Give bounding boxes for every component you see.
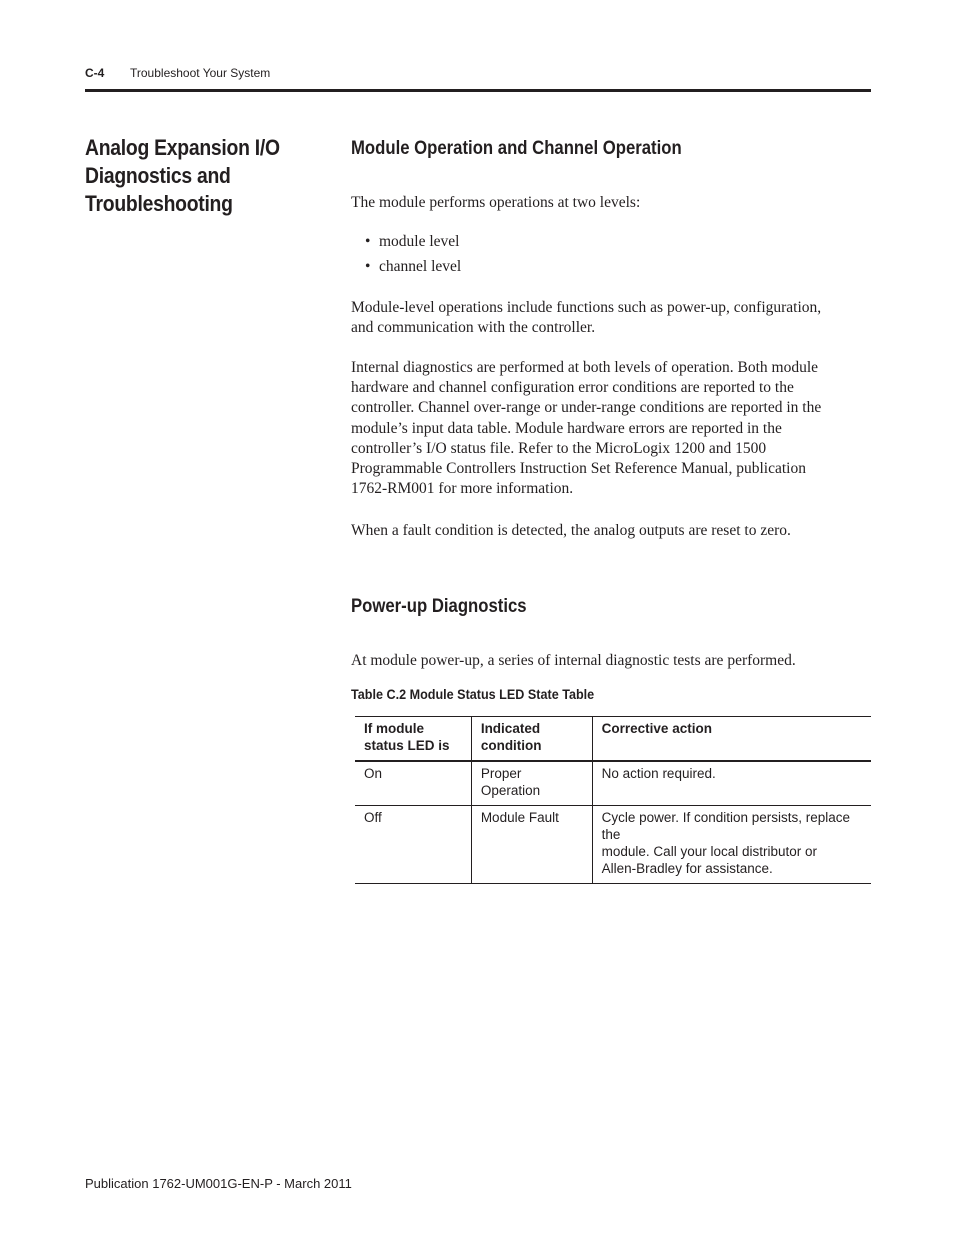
side-heading-line: Troubleshooting [85,191,233,216]
text-line: controller. Channel over-range or under-range conditions are reported in the [351,399,822,417]
header-corrective-action: Corrective action [592,717,871,762]
side-heading [85,134,314,218]
text-line: hardware and channel configuration error conditions are reported to the [351,379,794,397]
list-item: • module level [379,229,461,254]
page-number: C-4 [85,66,105,80]
header-rule [85,89,871,92]
text-line: 1762-RM001 for more information. [351,480,574,498]
section-heading-module-operation: Module Operation and Channel Operation [351,138,682,159]
text-line: Internal diagnostics are performed at both levels of operation. Both module [351,359,819,376]
intro-paragraph: The module performs operations at two levels: [351,194,641,211]
text-line: and communication with the controller. [351,319,596,337]
header-condition [471,717,592,762]
header-text: status LED is [364,738,450,753]
list-item: • channel level [379,254,461,279]
table-row [355,806,871,884]
section-heading-power-up: Power-up Diagnostics [351,596,527,617]
header-text: Indicated [480,721,541,736]
text-line: controller’s I/O status file. Refer to the MicroLogix 1200 and 1500 [351,439,767,457]
fault-paragraph: When a fault condition is detected, the analog outputs are reset to zero. [351,522,791,539]
text-line: Cycle power. If condition persists, replace the [601,810,851,842]
cell-condition: Module Fault [471,806,592,884]
text-line: module. Call your local distributor or [601,844,817,859]
side-heading-line: Analog Expansion I/O [85,135,280,160]
side-heading-line: Diagnostics and [85,163,231,188]
cell-led: On [364,766,383,781]
cell-condition: Proper Operation [471,761,592,806]
cell-action [592,806,871,884]
text-line: Programmable Controllers Instruction Set Reference Manual, publication [351,460,806,478]
header-led-status [355,717,471,762]
header-text: condition [480,738,542,753]
text-line: Allen-Bradley for assistance. [601,861,773,876]
header-text: If module [364,721,424,736]
power-up-paragraph: At module power-up, a series of internal diagnostic tests are performed. [351,652,796,669]
text-line: module’s input data table. Module hardware errors are reported in the [351,419,782,437]
cell-led: Off [364,810,382,825]
diagnostics-paragraph [351,358,866,499]
table-row [355,761,871,806]
table-caption: Table C.2 Module Status LED State Table [351,686,595,702]
table-header-row [355,717,871,762]
cell-action: No action required. [592,761,871,806]
text-line: Module-level operations include functions such as power-up, configuration, [351,299,822,316]
chapter-title: Troubleshoot Your System [130,66,271,80]
operation-levels-list [379,229,461,279]
module-level-paragraph [351,298,866,338]
publication-footer: Publication 1762-UM001G-EN-P - March 2011 [85,1176,352,1191]
module-status-led-table [355,716,871,884]
